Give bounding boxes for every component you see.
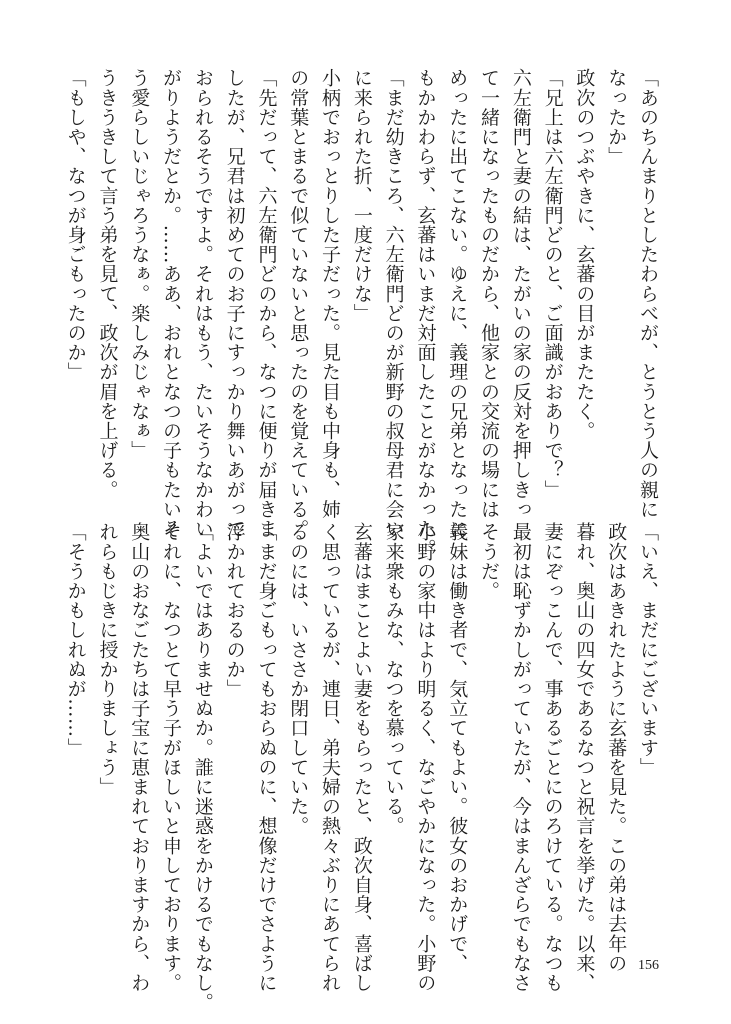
text-column: く思っているが、連日、弟夫婦の熱々ぶりにあてられ	[319, 522, 342, 993]
text-column: 政次のつぶやきに、玄蕃の目がまたたく。	[573, 68, 596, 441]
text-column: なったか」	[605, 68, 628, 166]
text-column: 「そうかもしれぬが……」	[64, 522, 87, 758]
text-column: 妻にぞっこんで、事あるごとにのろけている。なつも	[541, 522, 564, 993]
text-column: うきうきして言う弟を見て、政次が眉を上げる。	[96, 68, 119, 500]
text-column: 「先だって、六左衛門どのから、なつに便りが届きま	[255, 68, 278, 539]
text-column: 「いえ、まだにございます」	[637, 522, 659, 777]
text-column: 「まだ身ごもってもおらぬのに、想像だけでさように	[255, 522, 278, 993]
text-column: おられるそうですよ。それはもう、たいそうなかわい	[191, 68, 214, 539]
text-column: 政次はあきれたように玄蕃を見た。この弟は去年の	[605, 522, 628, 973]
text-column: るのには、いささか閉口していた。	[287, 522, 310, 836]
text-column: 義妹は働き者で、気立てもよい。彼女のおかげで、	[446, 522, 469, 973]
text-column: 「兄上は六左衛門どのと、ご面識がおありで？」	[541, 68, 564, 500]
text-column: に来られた折、一度だけな」	[350, 68, 373, 323]
text-column: したが、兄君は初めてのお子にすっかり舞いあがって	[223, 68, 246, 539]
page-number: 156	[638, 958, 659, 973]
text-column: がりようだとか。……ああ、おれとなつの子もたいそ	[160, 68, 183, 539]
text-column: もかかわらず、玄蕃はいまだ対面したことがなかった。	[414, 68, 437, 558]
text-column: 六左衛門と妻の結は、たがいの家の反対を押しきっ	[509, 68, 532, 519]
text-column: 「あのちんまりとしたわらべが、とうとう人の親に	[637, 68, 659, 519]
text-column: それに、なつとて早う子がほしいと申しております。	[160, 522, 183, 993]
text-column: そうだ。	[478, 522, 501, 601]
text-column: 暮れ、奥山の四女であるなつと祝言を挙げた。以来、	[573, 522, 596, 993]
text-column: の常葉とまるで似ていないと思ったのを覚えている。	[287, 68, 310, 539]
text-column: 小柄でおっとりした子だった。見た目も中身も、姉	[319, 68, 342, 519]
text-column: 小野の家中はより明るく、なごやかになった。小野の	[414, 522, 437, 993]
text-column: 玄蕃はまことよい妻をもらったと、政次自身、喜ばし	[350, 522, 373, 993]
text-column: 「よいではありませぬか。誰に迷惑をかけるでもなし。	[191, 522, 214, 1012]
text-column: 「もしや、なつが身ごもったのか」	[64, 68, 87, 382]
text-column: て一緒になったものだから、他家との交流の場には	[478, 68, 501, 519]
text-block-top	[59, 68, 663, 558]
text-column: 浮かれておるのか」	[223, 522, 246, 699]
text-column: 「まだ幼きころ、六左衛門どのが新野の叔母君に会い	[382, 68, 405, 539]
text-column: 奥山のおなごたちは子宝に恵まれておりますから、わ	[128, 522, 151, 993]
text-column: れらもじきに授かりましょう」	[96, 522, 119, 797]
text-column: 最初は恥ずかしがっていたが、今はまんざらでもなさ	[509, 522, 532, 993]
text-column: めったに出てこない。ゆえに、義理の兄弟となったに	[446, 68, 469, 539]
text-column: 家来衆もみな、なつを慕っている。	[382, 522, 405, 836]
text-column: う愛らしいじゃろうなぁ。楽しみじゃなぁ」	[128, 68, 151, 460]
